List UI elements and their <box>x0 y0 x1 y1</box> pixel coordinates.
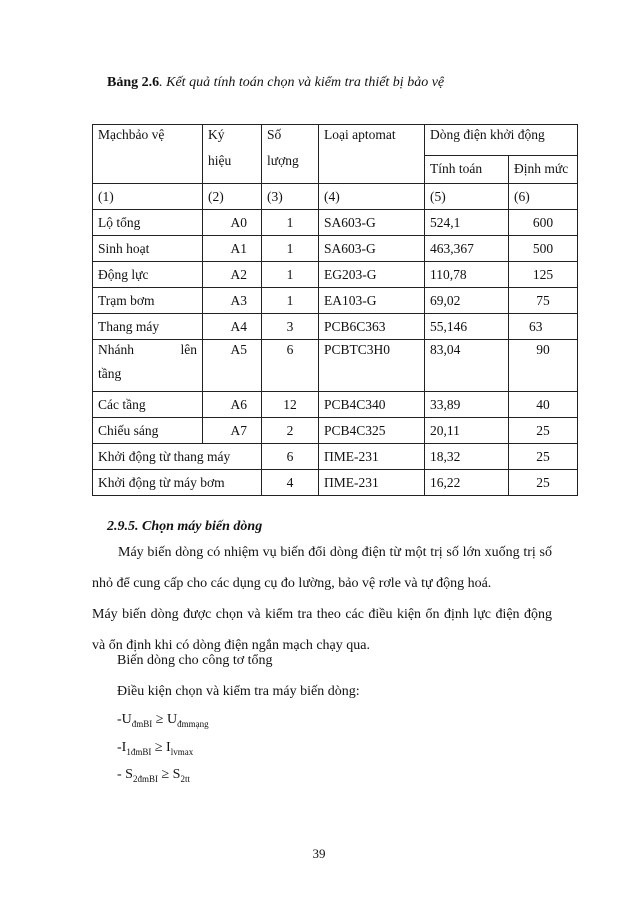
symbol-cell: A6 <box>203 392 262 418</box>
caption-text: . Kết quả tính toán chọn và kiểm tra thiết bị bảo vệ <box>159 75 445 90</box>
type-cell: EA103-G <box>319 288 425 314</box>
quantity-cell: 2 <box>262 418 319 444</box>
index-cell: (2) <box>203 184 262 210</box>
quantity-cell: 1 <box>262 262 319 288</box>
rated-cell: 90 <box>509 340 578 392</box>
caption-label: Bảng 2.6 <box>107 75 160 90</box>
calc-cell: 524,1 <box>425 210 509 236</box>
condition-power <box>117 767 190 784</box>
table-caption <box>107 75 444 91</box>
calc-cell: 33,89 <box>425 392 509 418</box>
header-rated: Định mức <box>509 155 578 183</box>
symbol-cell: A1 <box>203 236 262 262</box>
type-cell: ПME-231 <box>319 444 425 470</box>
section-title: 2.9.5. Chọn máy biến dòng <box>107 519 263 534</box>
index-cell: (3) <box>262 184 319 210</box>
calc-cell: 463,367 <box>425 236 509 262</box>
calc-cell: 55,146 <box>425 314 509 340</box>
condition-subscript: 2tt <box>180 773 190 784</box>
table-row <box>93 210 578 236</box>
calc-cell: 16,22 <box>425 470 509 496</box>
index-cell: (6) <box>509 184 578 210</box>
condition-subscript: đmBI <box>131 718 153 729</box>
quantity-cell: 1 <box>262 236 319 262</box>
circuit-cell: Chiếu sáng <box>93 418 203 444</box>
calc-cell: 110,78 <box>425 262 509 288</box>
index-cell: (1) <box>93 184 203 210</box>
condition-part: -U <box>117 712 132 727</box>
symbol-cell: A3 <box>203 288 262 314</box>
rated-cell: 25 <box>509 470 578 496</box>
table-row <box>93 444 578 470</box>
circuit-cell <box>93 340 203 392</box>
calc-cell: 20,11 <box>425 418 509 444</box>
type-cell: PCB4C340 <box>319 392 425 418</box>
symbol-cell: A0 <box>203 210 262 236</box>
header-symbol-line2: hiệu <box>208 153 232 168</box>
symbol-cell: A2 <box>203 262 262 288</box>
header-quantity <box>262 125 319 184</box>
quantity-cell: 6 <box>262 444 319 470</box>
type-cell: PCB6C363 <box>319 314 425 340</box>
circuit-cell: Thang máy <box>93 314 203 340</box>
calc-cell: 18,32 <box>425 444 509 470</box>
symbol-cell: A4 <box>203 314 262 340</box>
page-number: 39 <box>312 846 326 861</box>
quantity-cell: 1 <box>262 288 319 314</box>
protection-table <box>92 124 578 496</box>
circuit-cell: Sinh hoạt <box>93 236 203 262</box>
condition-subscript: đmmạng <box>177 718 209 729</box>
circuit-cell: Động lực <box>93 262 203 288</box>
type-cell: SA603-G <box>319 236 425 262</box>
table-index-row <box>93 184 578 210</box>
rated-cell: 40 <box>509 392 578 418</box>
quantity-cell: 1 <box>262 210 319 236</box>
condition-part: - S <box>117 767 133 782</box>
quantity-cell: 3 <box>262 314 319 340</box>
type-cell: EG203-G <box>319 262 425 288</box>
table-row <box>93 262 578 288</box>
header-breaker-type: Loại aptomat <box>319 125 425 184</box>
type-cell: PCB4C325 <box>319 418 425 444</box>
calc-cell: 83,04 <box>425 340 509 392</box>
text-line: Điều kiện chọn và kiểm tra máy biến dòng: <box>117 684 360 699</box>
header-start-current: Dòng điện khởi động <box>425 125 578 156</box>
table-header-row <box>93 125 578 156</box>
index-cell: (5) <box>425 184 509 210</box>
calc-cell: 69,02 <box>425 288 509 314</box>
type-cell: SA603-G <box>319 210 425 236</box>
circuit-cell: Trạm bơm <box>93 288 203 314</box>
header-circuit: Mạchbảo vệ <box>93 125 203 184</box>
header-symbol-line1: Ký <box>208 127 225 142</box>
paragraph: Máy biến dòng có nhiệm vụ biến đổi dòng điện từ một trị số lớn xuống trị số nhỏ để cung cấp cho các dụng cụ đo lường, bảo vệ rơle và tự động hoá. <box>92 545 552 591</box>
paragraph: Máy biến dòng được chọn và kiểm tra theo các điều kiện ổn định lực điện động và ổn định khi có dòng điện ngắn mạch chạy qua. <box>92 607 552 653</box>
index-cell: (4) <box>319 184 425 210</box>
condition-subscript: 2đmBI <box>132 773 158 784</box>
condition-voltage <box>117 712 209 729</box>
table-row <box>93 340 578 392</box>
condition-subscript: lvmax <box>170 746 194 757</box>
rated-cell: 63 <box>509 314 578 340</box>
circuit-cell-part: lên <box>180 342 197 357</box>
header-symbol <box>203 125 262 184</box>
quantity-cell: 6 <box>262 340 319 392</box>
rated-cell: 500 <box>509 236 578 262</box>
header-quantity-line2: lượng <box>267 153 299 168</box>
rated-cell: 25 <box>509 418 578 444</box>
type-cell: ПME-231 <box>319 470 425 496</box>
rated-cell: 600 <box>509 210 578 236</box>
symbol-cell: A5 <box>203 340 262 392</box>
quantity-cell: 4 <box>262 470 319 496</box>
condition-part: ≥ S <box>157 767 181 782</box>
table-row <box>93 418 578 444</box>
table-row <box>93 392 578 418</box>
header-calculated: Tính toán <box>425 155 509 183</box>
rated-cell: 125 <box>509 262 578 288</box>
table-row <box>93 470 578 496</box>
condition-current <box>117 740 193 757</box>
type-cell: PCBTC3H0 <box>319 340 425 392</box>
condition-part: ≥ U <box>152 712 178 727</box>
header-quantity-line1: Số <box>267 127 282 142</box>
condition-subscript: 1đmBI <box>126 746 152 757</box>
rated-cell: 25 <box>509 444 578 470</box>
symbol-cell: A7 <box>203 418 262 444</box>
table-row <box>93 288 578 314</box>
circuit-cell: Các tầng <box>93 392 203 418</box>
circuit-cell-part: Nhánh <box>98 342 134 357</box>
table-row <box>93 314 578 340</box>
circuit-cell-part: tầng <box>98 366 122 381</box>
quantity-cell: 12 <box>262 392 319 418</box>
condition-part: -I <box>117 740 127 755</box>
circuit-cell: Khởi động từ thang máy <box>93 444 262 470</box>
text-line: Biến dòng cho công tơ tổng <box>117 653 273 668</box>
circuit-cell: Khởi động từ máy bơm <box>93 470 262 496</box>
circuit-cell: Lộ tổng <box>93 210 203 236</box>
table-row <box>93 236 578 262</box>
condition-part: ≥ I <box>151 740 171 755</box>
rated-cell: 75 <box>509 288 578 314</box>
